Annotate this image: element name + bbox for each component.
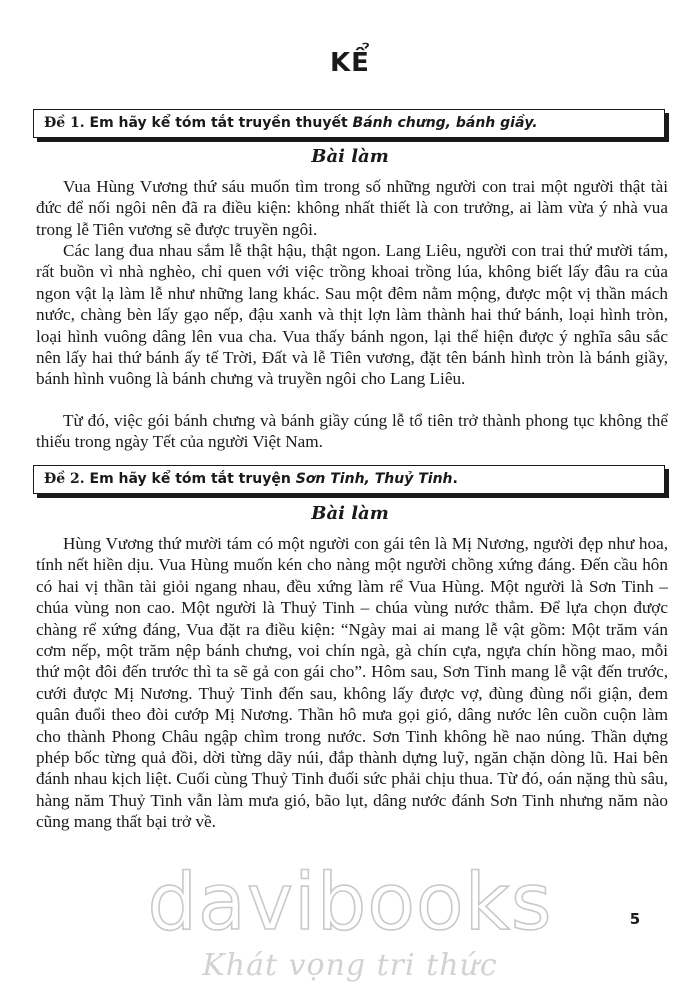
page-number: 5 <box>629 910 641 928</box>
watermark-brand: davibooks <box>147 858 553 948</box>
exercise-prompt-1 <box>33 109 665 138</box>
exercise-work-suffix: . <box>452 471 458 487</box>
exercise-text: Em hãy kể tóm tắt truyền thuyết <box>89 115 348 131</box>
exercise-prompt-2 <box>33 465 665 494</box>
answer-heading-1: Bài làm <box>311 146 389 167</box>
exercise-work-title: Sơn Tinh, Thuỷ Tinh <box>295 471 453 487</box>
exercise-text: Em hãy kể tóm tắt truyện <box>89 471 291 487</box>
section-1-paragraph-3: Từ đó, việc gói bánh chưng và bánh giầy cúng lễ tổ tiên trở thành phong tục không thể thiếu trong ngày Tết của người Việt Nam. <box>36 411 668 452</box>
exercise-label: Đề 2. <box>44 471 85 487</box>
section-2-paragraph-1: Hùng Vương thứ mười tám có một người con gái tên là Mị Nương, người đẹp như hoa, tính nết hiền dịu. Vua Hùng muốn kén cho nàng một người chồng xứng đáng. Đến cầu hôn có hai vị thần tài giỏi ngang nhau, đều xứng làm rể Vua Hùng. Một người là Sơn Tinh – chúa vùng non cao. Một người là Thuỷ Tinh – chúa vùng nước thẳm. Để lựa chọn được chàng rể xứng đáng, Vua đặt ra điều kiện: “Ngày mai ai mang lễ vật gồm: Một trăm ván cơm nếp, một trăm nệp bánh chưng, voi chín ngà, gà chín cựa, ngựa chín hồng mao, mỗi thứ một đôi đến trước thì ta sẽ gả con gái cho”. Hôm sau, Sơn Tinh mang lễ vật đến trước, cưới được Mị Nương. Thuỷ Tinh đến sau, không lấy được vợ, đùng đùng nổi giận, đem quân đuổi theo đòi cướp Mị Nương. Thần hô mưa gọi gió, dâng nước lên cuồn cuộn làm cho thành Phong Châu ngập chìm trong nước. Sơn Tinh không hề nao núng. Thần dựng phép bốc từng quả đồi, dời từng dãy núi, đắp thành dựng luỹ, ngăn chặn dòng lũ. Hai bên đánh nhau kịch liệt. Cuối cùng Thuỷ Tinh đuối sức phải chịu thua. Từ đó, oán nặng thù sâu, hàng năm Thuỷ Tinh vẫn làm mưa gió, bão lụt, dâng nước đánh Sơn Tinh nhưng năm nào cũng mang thất bại trở về. <box>36 534 668 832</box>
page-title: KỂ <box>330 48 370 78</box>
watermark-tagline: Khát vọng tri thức <box>202 948 498 983</box>
exercise-work-title: Bánh chưng, bánh giầy. <box>352 115 538 131</box>
section-1-paragraph-1: Vua Hùng Vương thứ sáu muốn tìm trong số những người con trai một người thật tài đức để nối ngôi nên đã ra điều kiện: không nhất thiết là con trưởng, ai làm vừa ý nhà vua trong lễ Tiên vương sẽ được truyền ngôi. <box>36 177 668 239</box>
exercise-label: Đề 1. <box>44 115 85 131</box>
answer-heading-2: Bài làm <box>311 503 389 524</box>
section-1-paragraph-2: Các lang đua nhau sắm lễ thật hậu, thật ngon. Lang Liêu, người con trai thứ mười tám, rất buồn vì nhà nghèo, chỉ quen với việc trồng khoai trồng lúa, không biết lấy đâu ra của ngon vật lạ làm lễ như những lang khác. Sau một đêm nằm mộng, được một vị thần mách nước, chàng bèn lấy gạo nếp, đậu xanh và thịt lợn làm thành hai thứ bánh, loại hình tròn, loại hình vuông dâng lên vua cha. Vua thấy bánh ngon, lại thể hiện được ý nghĩa sâu sắc nên lấy hai thứ bánh ấy tế Trời, Đất và lễ Tiên vương, đặt tên bánh hình tròn là bánh giầy, bánh hình vuông là bánh chưng và truyền ngôi cho Lang Liêu. <box>36 241 668 389</box>
